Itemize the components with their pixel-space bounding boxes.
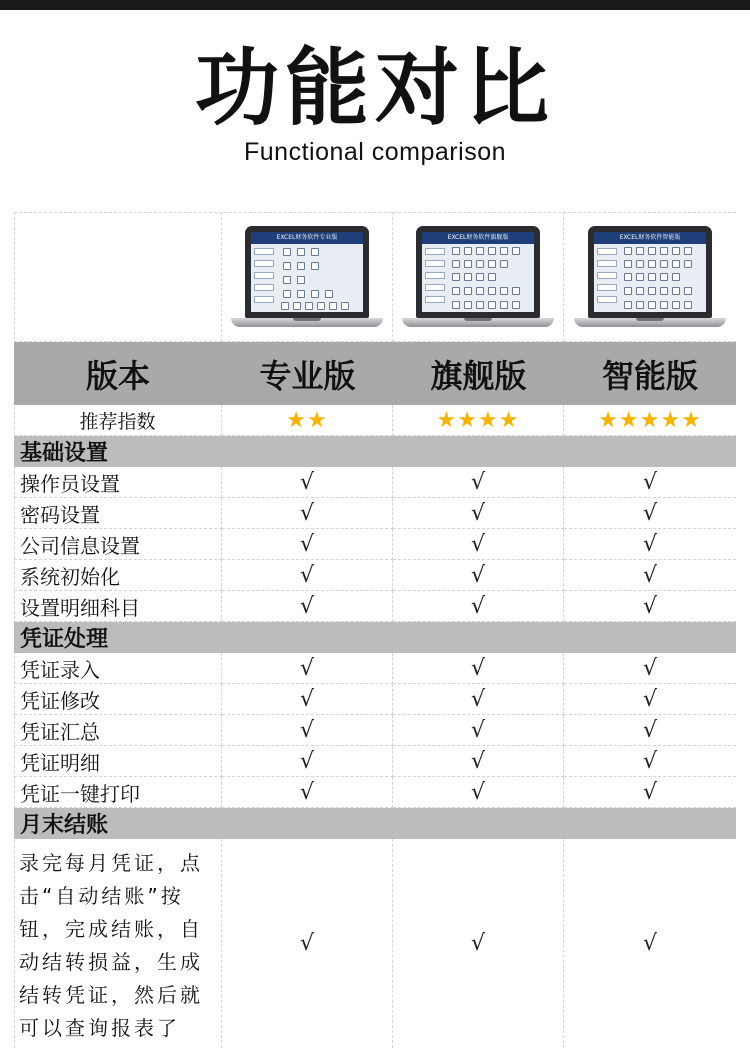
check-icon: √ bbox=[299, 593, 315, 619]
laptop-cell-pro bbox=[222, 212, 393, 342]
laptop-screen-title: EXCEL财务软件旗舰版 bbox=[422, 232, 534, 244]
feature-label: 公司信息设置 bbox=[20, 533, 140, 558]
rating-label-cell bbox=[14, 405, 222, 436]
laptop-image-flagship bbox=[402, 226, 554, 334]
table-row bbox=[14, 653, 736, 684]
table-row bbox=[14, 715, 736, 746]
section-header bbox=[14, 808, 736, 839]
version-smart-cell bbox=[564, 342, 736, 405]
table-row bbox=[14, 777, 736, 808]
check-icon: √ bbox=[642, 931, 658, 956]
check-icon: √ bbox=[642, 500, 658, 526]
check-icon: √ bbox=[470, 748, 486, 774]
table-row bbox=[14, 684, 736, 715]
feature-label: 凭证一键打印 bbox=[20, 781, 140, 806]
check-icon: √ bbox=[642, 779, 658, 805]
version-header-row bbox=[14, 342, 736, 405]
version-label: 版本 bbox=[85, 356, 150, 395]
check-icon: √ bbox=[299, 748, 315, 774]
table-row bbox=[14, 591, 736, 622]
check-icon: √ bbox=[299, 500, 315, 526]
feature-description: 录完每月凭证，点击“自动结账”按钮，完成结账，自动结转损益，生成结转凭证，然后就可以查询报表了 bbox=[19, 851, 203, 1040]
check-icon: √ bbox=[642, 593, 658, 619]
laptop-image-pro bbox=[231, 226, 383, 334]
table-row bbox=[14, 467, 736, 498]
check-icon: √ bbox=[299, 469, 315, 495]
version-pro: 专业版 bbox=[259, 356, 356, 395]
check-icon: √ bbox=[642, 717, 658, 743]
feature-label: 凭证修改 bbox=[20, 688, 100, 713]
laptop-cell-flagship bbox=[393, 212, 564, 342]
table-row bbox=[14, 560, 736, 591]
rating-label: 推荐指数 bbox=[79, 410, 156, 433]
laptop-screen-title: EXCEL财务软件专业版 bbox=[251, 232, 363, 244]
page-title: 功能对比 bbox=[194, 39, 555, 137]
rating-smart-cell bbox=[564, 405, 736, 436]
version-flagship-cell bbox=[393, 342, 564, 405]
check-icon: √ bbox=[470, 655, 486, 681]
table-row bbox=[14, 746, 736, 777]
section-title: 基础设置 bbox=[20, 441, 109, 466]
feature-label: 系统初始化 bbox=[20, 564, 120, 589]
check-icon: √ bbox=[299, 931, 315, 956]
check-icon: √ bbox=[642, 748, 658, 774]
check-icon: √ bbox=[470, 562, 486, 588]
check-icon: √ bbox=[299, 717, 315, 743]
version-flagship: 旗舰版 bbox=[430, 356, 527, 395]
star-icon-rating-smart: ★★★★★ bbox=[598, 407, 702, 433]
check-icon: √ bbox=[470, 469, 486, 495]
feature-label: 设置明细科目 bbox=[20, 595, 140, 620]
section-title: 月末结账 bbox=[20, 813, 109, 838]
feature-label: 操作员设置 bbox=[20, 471, 120, 496]
star-icon-rating-flagship: ★★★★ bbox=[436, 407, 520, 433]
check-icon: √ bbox=[642, 686, 658, 712]
check-icon: √ bbox=[470, 779, 486, 805]
star-icon-rating-pro: ★★ bbox=[286, 407, 328, 433]
check-icon: √ bbox=[470, 931, 486, 956]
check-icon: √ bbox=[470, 531, 486, 557]
section-header bbox=[14, 622, 736, 653]
check-icon: √ bbox=[299, 562, 315, 588]
laptop-screen-title: EXCEL财务软件智能版 bbox=[594, 232, 706, 244]
laptop-image-smart bbox=[574, 226, 726, 334]
table-row bbox=[14, 839, 736, 1048]
check-icon: √ bbox=[299, 655, 315, 681]
check-icon: √ bbox=[470, 500, 486, 526]
comparison-table bbox=[14, 212, 736, 1048]
feature-label: 凭证明细 bbox=[20, 750, 100, 775]
section-title: 凭证处理 bbox=[20, 627, 109, 652]
check-icon: √ bbox=[470, 717, 486, 743]
section-header bbox=[14, 436, 736, 467]
check-icon: √ bbox=[470, 686, 486, 712]
laptop-row bbox=[14, 212, 736, 342]
rating-pro-cell bbox=[222, 405, 393, 436]
check-icon: √ bbox=[642, 562, 658, 588]
version-label-cell bbox=[14, 342, 222, 405]
top-bar bbox=[0, 0, 750, 10]
feature-label: 密码设置 bbox=[20, 502, 100, 527]
check-icon: √ bbox=[642, 655, 658, 681]
feature-label: 凭证录入 bbox=[20, 657, 100, 682]
rating-flagship-cell bbox=[393, 405, 564, 436]
table-row bbox=[14, 498, 736, 529]
feature-label: 凭证汇总 bbox=[20, 719, 100, 744]
page-subtitle: Functional comparison bbox=[243, 138, 506, 166]
table-row bbox=[14, 529, 736, 560]
rating-row bbox=[14, 405, 736, 436]
check-icon: √ bbox=[299, 531, 315, 557]
check-icon: √ bbox=[470, 593, 486, 619]
version-pro-cell bbox=[222, 342, 393, 405]
empty-corner-cell bbox=[14, 212, 222, 342]
check-icon: √ bbox=[299, 779, 315, 805]
check-icon: √ bbox=[642, 531, 658, 557]
check-icon: √ bbox=[642, 469, 658, 495]
version-smart: 智能版 bbox=[601, 356, 698, 395]
check-icon: √ bbox=[299, 686, 315, 712]
laptop-cell-smart bbox=[564, 212, 736, 342]
